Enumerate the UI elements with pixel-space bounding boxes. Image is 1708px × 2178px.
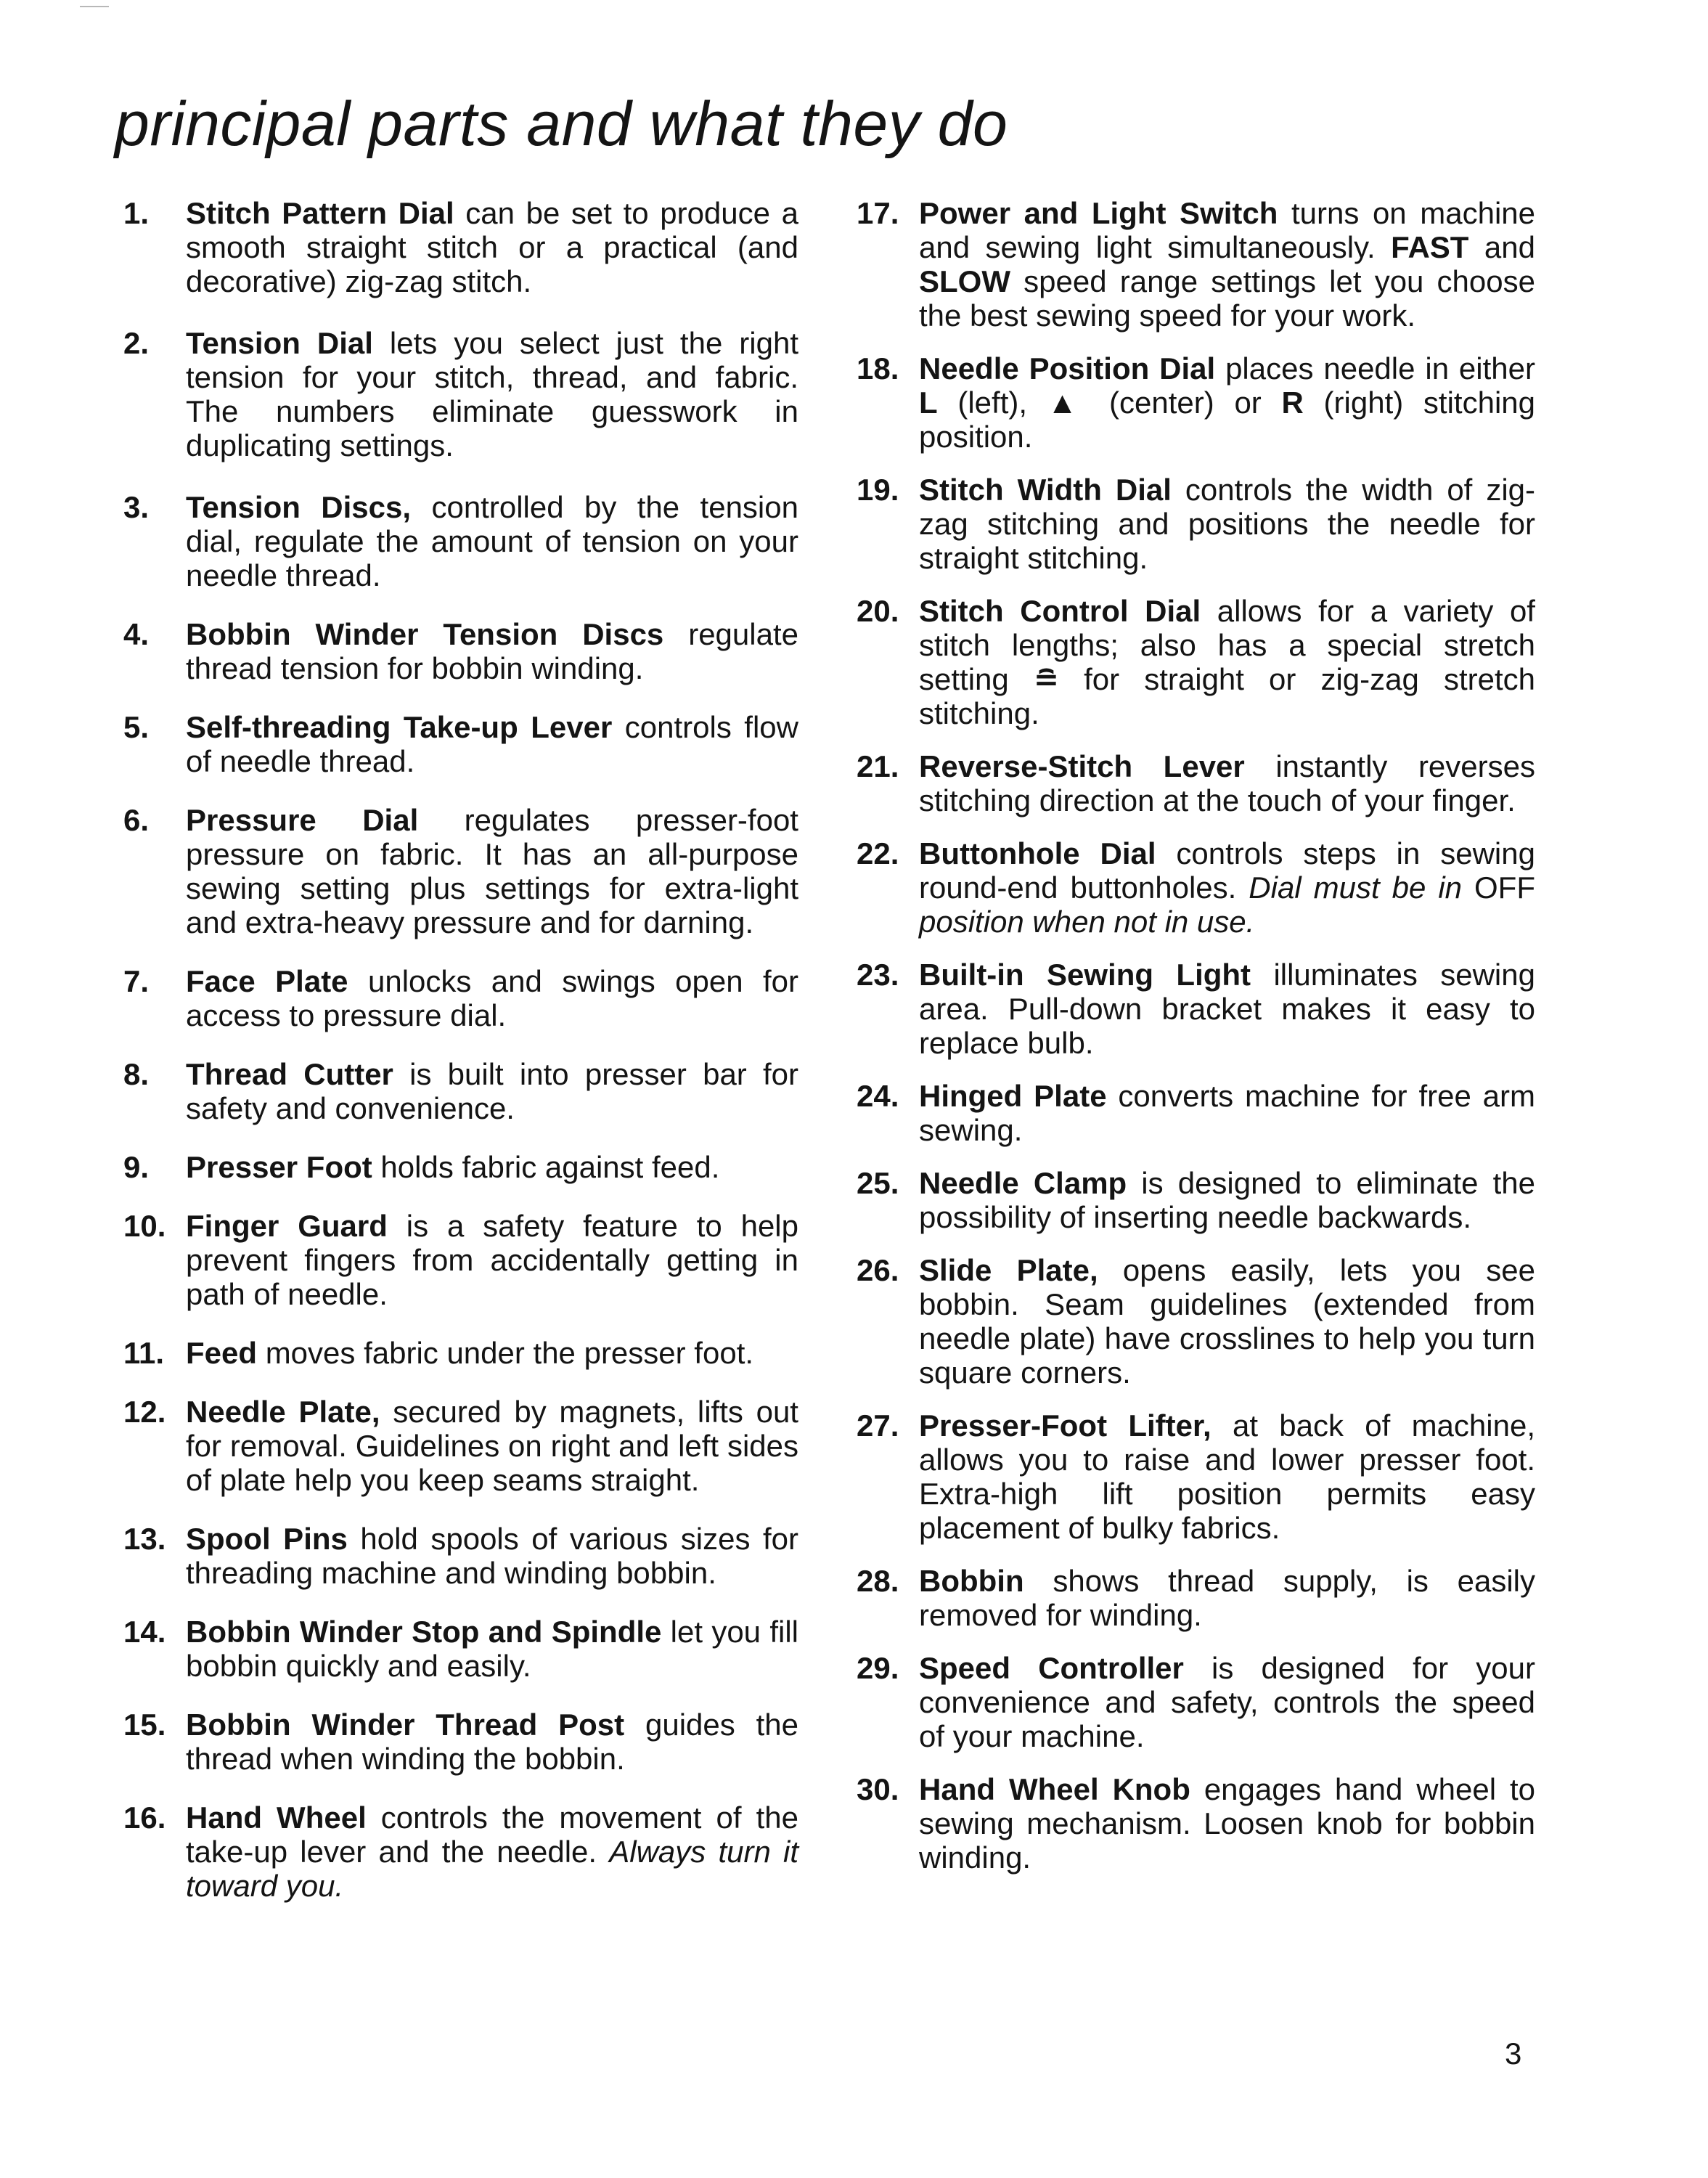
part-item-4 <box>123 617 798 685</box>
part-name: Reverse-Stitch Lever <box>919 749 1245 783</box>
item-number: 4. <box>123 617 150 651</box>
part-description-cont: (right) stitching position. <box>919 386 1535 454</box>
part-name: Presser-Foot Lifter, <box>919 1408 1211 1443</box>
part-name: Stitch Width Dial <box>919 473 1172 507</box>
left-column <box>123 196 798 1903</box>
part-item-17 <box>857 196 1535 333</box>
item-number: 19. <box>857 473 899 507</box>
part-item-12 <box>123 1395 798 1497</box>
item-number: 21. <box>857 749 899 783</box>
part-name: Buttonhole Dial <box>919 836 1156 870</box>
part-name: Hand Wheel Knob <box>919 1772 1190 1806</box>
item-number: 22. <box>857 836 899 870</box>
scan-mark <box>80 6 109 7</box>
part-description: unlocks and swings open for access to pressure dial. <box>186 964 798 1032</box>
part-item-3 <box>123 490 798 592</box>
item-number: 14. <box>123 1615 166 1649</box>
item-number: 25. <box>857 1166 899 1200</box>
part-description: engages hand wheel to sewing mechanism. Loosen knob for bobbin winding. <box>919 1772 1535 1875</box>
off-label: OFF <box>1474 870 1535 905</box>
center-position-icon: ▲ <box>1047 386 1090 420</box>
part-name: Tension Dial <box>186 326 373 360</box>
part-item-7 <box>123 964 798 1032</box>
item-number: 28. <box>857 1564 899 1598</box>
part-item-23 <box>857 958 1535 1060</box>
part-name: Needle Clamp <box>919 1166 1127 1200</box>
part-description: hold spools of various sizes for threading machine and winding bobbin. <box>186 1522 799 1590</box>
part-description: regulate thread tension for bobbin winding. <box>186 617 798 685</box>
right-column <box>857 196 1535 1875</box>
part-item-13 <box>123 1522 798 1590</box>
item-number: 26. <box>857 1253 899 1287</box>
part-name: Face Plate <box>186 964 348 998</box>
part-description: guides the thread when winding the bobbin. <box>186 1708 798 1776</box>
item-number: 11. <box>123 1336 165 1370</box>
part-description: shows thread supply, is easily removed for winding. <box>919 1564 1535 1632</box>
part-item-5 <box>123 710 798 778</box>
part-description: moves fabric under the presser foot. <box>257 1336 754 1370</box>
part-description-cont: and <box>1468 230 1536 264</box>
item-number: 5. <box>123 710 150 744</box>
part-item-30 <box>857 1772 1535 1875</box>
part-item-10 <box>123 1209 798 1311</box>
part-description: holds fabric against feed. <box>372 1150 720 1184</box>
item-number: 30. <box>857 1772 899 1806</box>
part-name: Tension Discs, <box>186 490 412 524</box>
part-item-25 <box>857 1166 1535 1234</box>
part-description: allows for a variety of stitch lengths; also has a special stretch setting <box>919 594 1535 696</box>
part-item-20 <box>857 594 1535 730</box>
part-description: is a safety feature to help prevent fingers from accidentally getting in path of needle. <box>186 1209 798 1311</box>
item-number: 3. <box>123 490 150 524</box>
part-description-cont: speed range settings let you choose the best sewing speed for your work. <box>919 264 1535 333</box>
item-number: 20. <box>857 594 899 628</box>
part-description: opens easily, lets you see bobbin. Seam guidelines (extended from needle plate) have crosslines to help you turn square corners. <box>919 1253 1535 1390</box>
part-item-2 <box>123 326 798 462</box>
part-description: at back of machine, allows you to raise and lower presser foot. Extra-high lift position permits easy placement of bulky fabrics. <box>919 1408 1535 1545</box>
part-description-cont: (left), <box>937 386 1047 420</box>
part-item-21 <box>857 749 1535 817</box>
part-name: Built-in Sewing Light <box>919 958 1251 992</box>
part-description: can be set to produce a smooth straight stitch or a practical (and decorative) zig-zag stitch. <box>186 196 798 298</box>
right-position-label: R <box>1281 386 1304 420</box>
part-description: places needle in either <box>1215 351 1535 386</box>
part-name: Bobbin Winder Tension Discs <box>186 617 664 651</box>
left-position-label: L <box>919 386 938 420</box>
part-description: controls flow of needle thread. <box>186 710 798 778</box>
part-name: Finger Guard <box>186 1209 388 1243</box>
part-item-26 <box>857 1253 1535 1390</box>
part-item-29 <box>857 1651 1535 1753</box>
part-item-24 <box>857 1079 1535 1147</box>
part-item-16 <box>123 1800 798 1903</box>
part-description: instantly reverses stitching direction at the touch of your finger. <box>919 749 1535 817</box>
part-name: Hinged Plate <box>919 1079 1107 1113</box>
part-description: let you fill bobbin quickly and easily. <box>186 1615 798 1683</box>
part-item-9 <box>123 1150 798 1184</box>
part-name: Self-threading Take-up Lever <box>186 710 613 744</box>
part-description: lets you select just the right tension for your stitch, thread, and fabric. The numbers eliminate guesswork in duplicating settings. <box>186 326 798 462</box>
item-number: 27. <box>857 1408 899 1443</box>
part-item-27 <box>857 1408 1535 1545</box>
item-number: 12. <box>123 1395 166 1429</box>
part-description: turns on machine and sewing light simultaneously. <box>919 196 1535 264</box>
part-name: Pressure Dial <box>186 803 419 837</box>
item-number: 29. <box>857 1651 899 1685</box>
part-note: Always turn it toward you. <box>186 1835 798 1903</box>
part-description-cont: for straight or zig-zag stretch stitching. <box>919 662 1535 730</box>
part-note: Dial must be in <box>1249 870 1475 905</box>
part-name: Speed Controller <box>919 1651 1184 1685</box>
part-name: Needle Plate, <box>186 1395 380 1429</box>
part-item-14 <box>123 1615 798 1683</box>
item-number: 1. <box>123 196 150 230</box>
part-description: controls the movement of the take-up lever and the needle. <box>186 1800 798 1869</box>
item-number: 2. <box>123 326 150 360</box>
part-item-8 <box>123 1057 798 1125</box>
item-number: 7. <box>123 964 150 998</box>
stretch-setting-icon: ≘ <box>1033 662 1060 696</box>
item-number: 17. <box>857 196 899 230</box>
part-name: Needle Position Dial <box>919 351 1216 386</box>
part-name: Spool Pins <box>186 1522 348 1556</box>
page-number: 3 <box>1505 2036 1522 2071</box>
part-description: regulates presser-foot pressure on fabric. It has an all-purpose sewing setting plus settings for extra-light and extra-heavy pressure and for darning. <box>186 803 798 939</box>
speed-fast-label: FAST <box>1391 230 1469 264</box>
part-description: controls the width of zig-zag stitching and positions the needle for straight stitching. <box>919 473 1536 575</box>
item-number: 6. <box>123 803 150 837</box>
part-description: converts machine for free arm sewing. <box>919 1079 1535 1147</box>
item-number: 18. <box>857 351 899 386</box>
item-number: 8. <box>123 1057 150 1091</box>
part-description: is designed for your convenience and safety, controls the speed of your machine. <box>919 1651 1535 1753</box>
part-item-15 <box>123 1708 798 1776</box>
part-name: Feed <box>186 1336 258 1370</box>
speed-slow-label: SLOW <box>919 264 1010 298</box>
part-item-22 <box>857 836 1535 939</box>
part-item-19 <box>857 473 1535 575</box>
part-item-1 <box>123 196 798 298</box>
item-number: 13. <box>123 1522 166 1556</box>
item-number: 16. <box>123 1800 166 1835</box>
part-item-11 <box>123 1336 798 1370</box>
part-item-6 <box>123 803 798 939</box>
item-number: 9. <box>123 1150 150 1184</box>
part-item-28 <box>857 1564 1535 1632</box>
item-number: 24. <box>857 1079 899 1113</box>
part-description: secured by magnets, lifts out for removal. Guidelines on right and left sides of plate help you keep seams straight. <box>186 1395 798 1497</box>
part-name: Presser Foot <box>186 1150 372 1184</box>
part-description: is built into presser bar for safety and convenience. <box>186 1057 799 1125</box>
item-number: 15. <box>123 1708 166 1742</box>
item-number: 10. <box>123 1209 166 1243</box>
part-name: Stitch Control Dial <box>919 594 1201 628</box>
part-name: Power and Light Switch <box>919 196 1278 230</box>
part-name: Stitch Pattern Dial <box>186 196 454 230</box>
part-description: is designed to eliminate the possibility of inserting needle backwards. <box>919 1166 1535 1234</box>
part-description: controls steps in sewing round-end buttonholes. <box>919 836 1535 905</box>
page-title: principal parts and what they do <box>115 89 1008 159</box>
item-number: 23. <box>857 958 899 992</box>
part-description: controlled by the tension dial, regulate the amount of tension on your needle thread. <box>186 490 798 592</box>
part-name: Bobbin Winder Thread Post <box>186 1708 625 1742</box>
part-name: Bobbin <box>919 1564 1024 1598</box>
part-name: Bobbin Winder Stop and Spindle <box>186 1615 662 1649</box>
part-note-cont: position when not in use. <box>919 905 1255 939</box>
part-name: Slide Plate, <box>919 1253 1098 1287</box>
part-description: illuminates sewing area. Pull-down bracket makes it easy to replace bulb. <box>919 958 1535 1060</box>
part-name: Thread Cutter <box>186 1057 393 1091</box>
part-item-18 <box>857 351 1535 454</box>
part-name: Hand Wheel <box>186 1800 367 1835</box>
part-description-cont: (center) or <box>1089 386 1282 420</box>
